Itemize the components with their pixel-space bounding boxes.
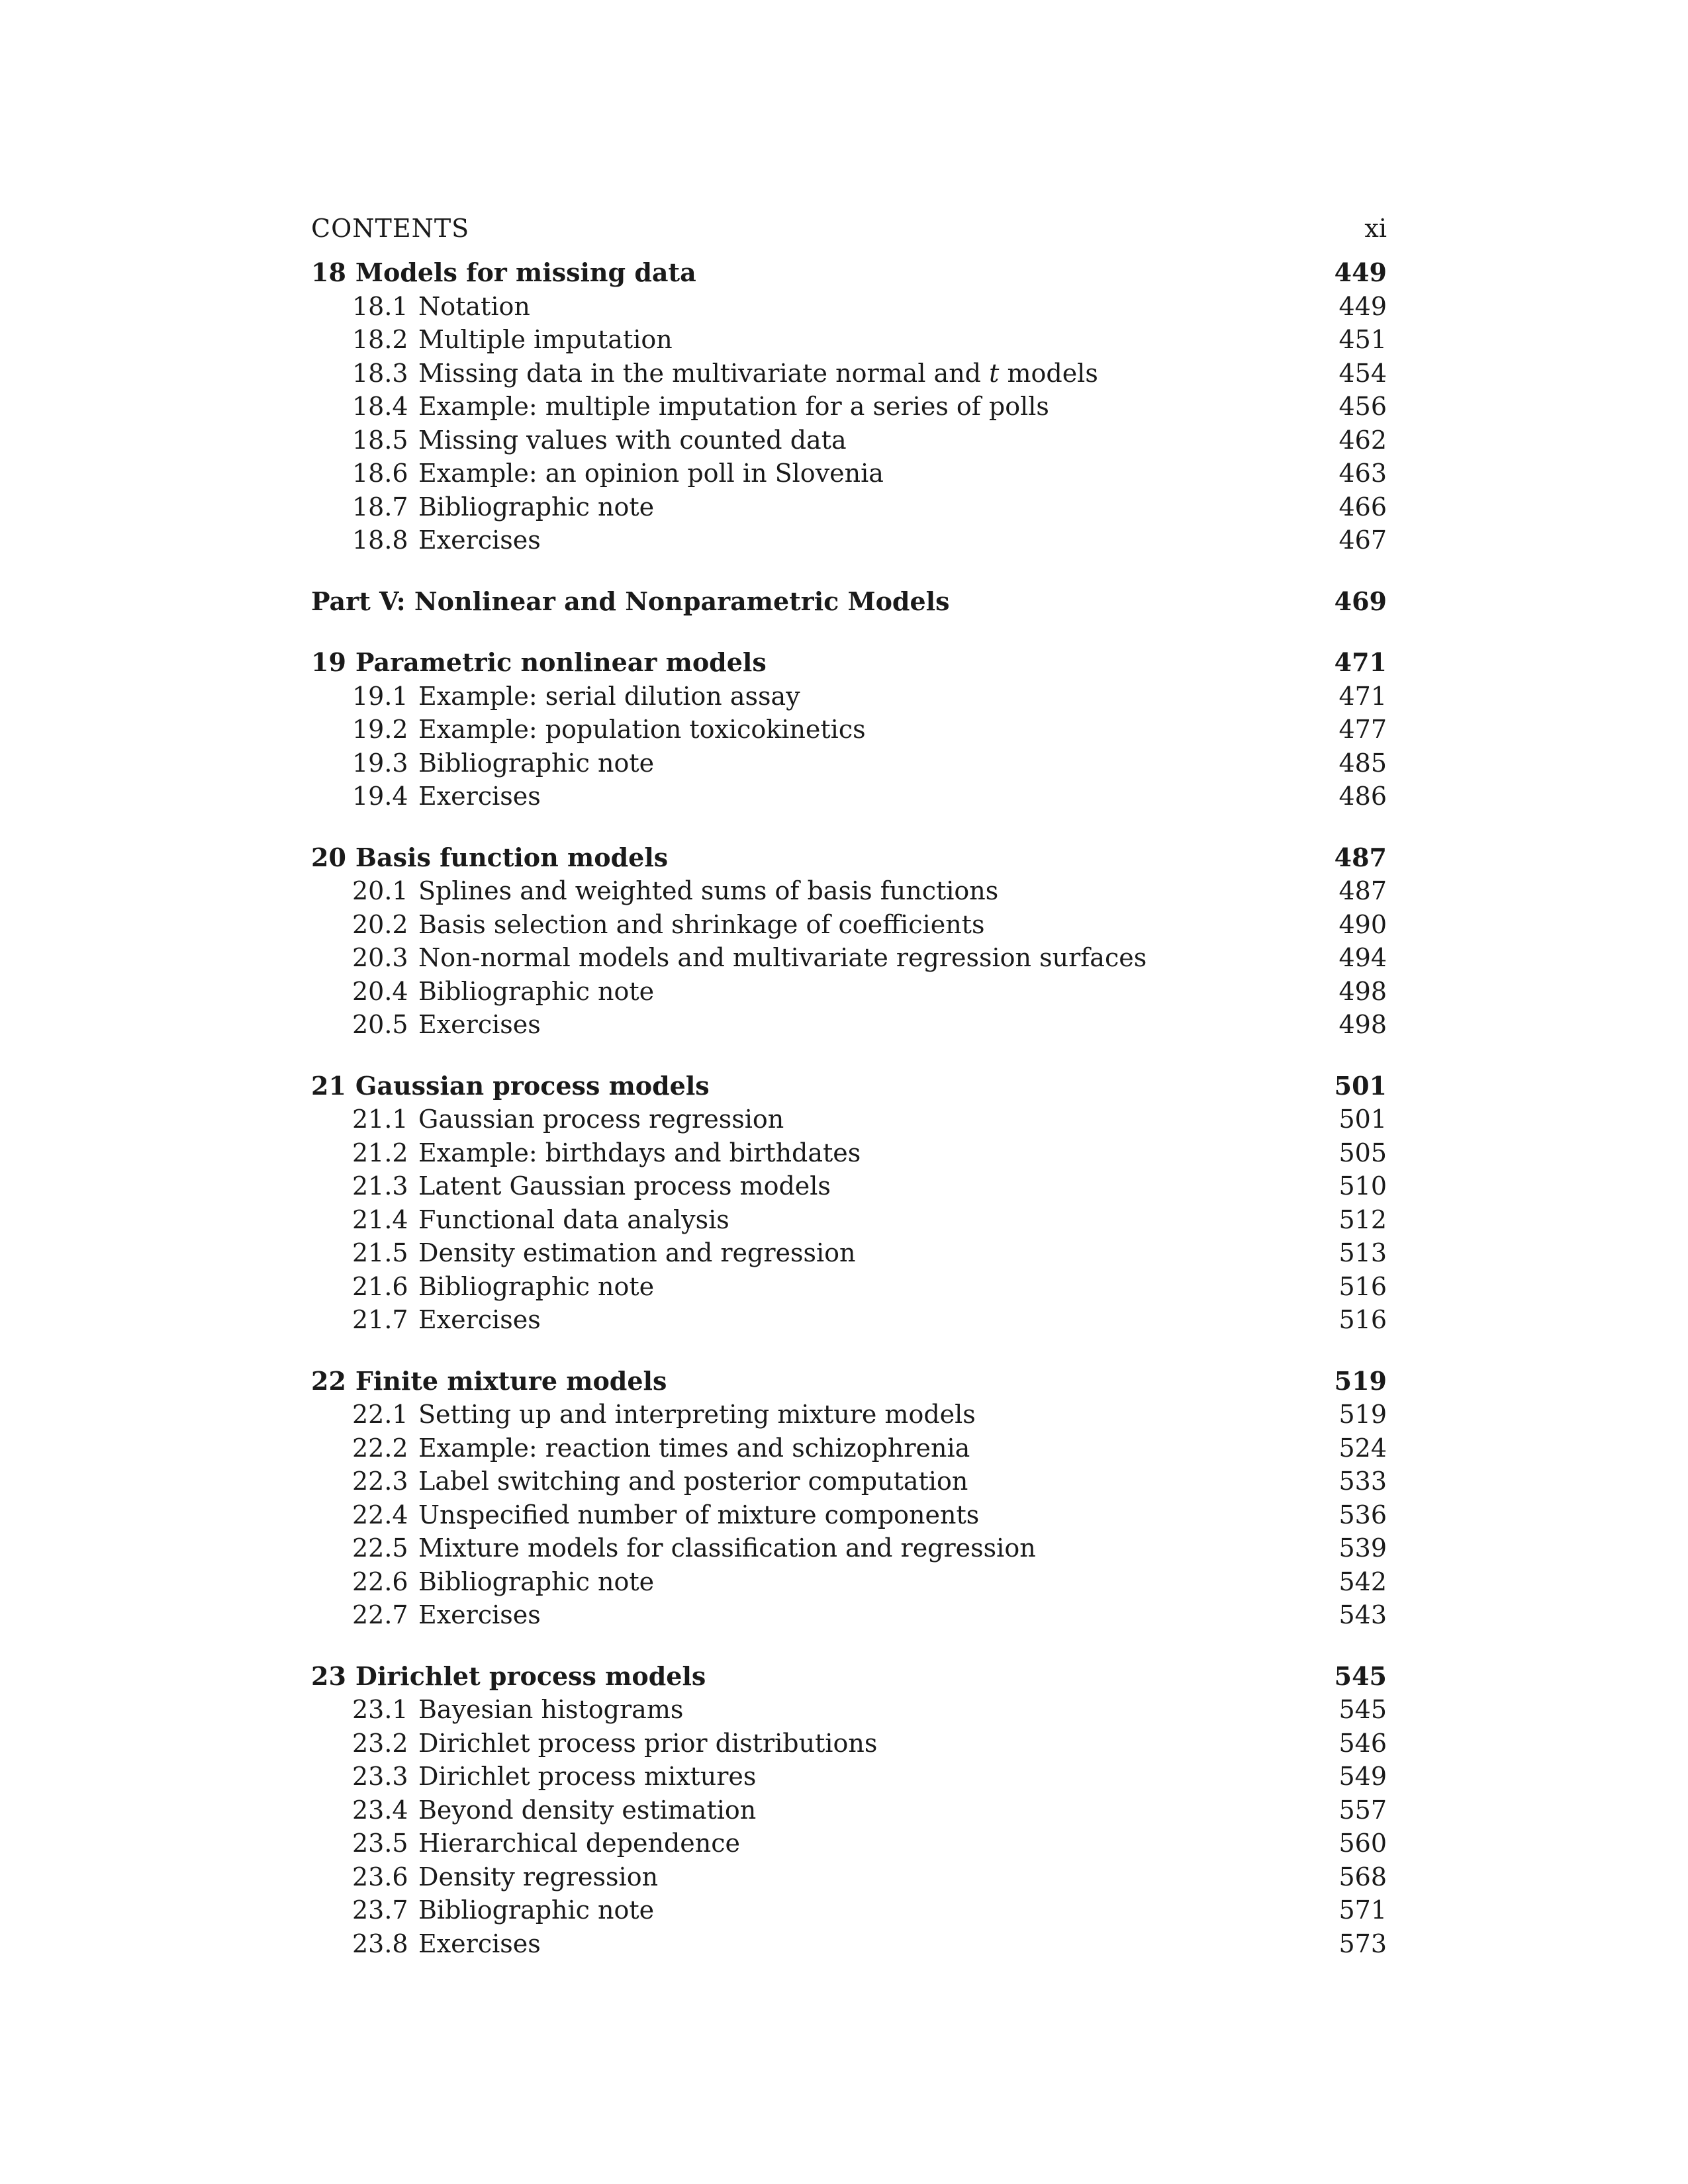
toc-entry-page: 543 <box>1338 1600 1387 1629</box>
toc-entry-page: 471 <box>1338 681 1387 711</box>
toc-section-entry[interactable] <box>311 1727 1387 1760</box>
toc-entry-title: Parametric nonlinear models <box>355 647 767 677</box>
toc-entry-page: 557 <box>1338 1795 1387 1825</box>
toc-entry-title: Bayesian histograms <box>418 1695 684 1724</box>
toc-section-entry[interactable] <box>311 941 1387 975</box>
toc-entry-page: 542 <box>1338 1567 1387 1596</box>
toc-entry-title: Density regression <box>418 1862 659 1891</box>
toc-entry-number: 23 <box>311 1661 346 1691</box>
toc-entry-label <box>311 646 767 680</box>
toc-entry-label <box>311 713 866 747</box>
toc-section-entry[interactable] <box>311 1169 1387 1203</box>
toc-entry-number: 22.4 <box>352 1500 408 1529</box>
toc-entry-page: 539 <box>1338 1533 1387 1563</box>
toc-entry-page: 505 <box>1338 1138 1387 1167</box>
section-gap <box>311 618 1387 646</box>
toc-entry-page: 571 <box>1338 1895 1387 1925</box>
toc-entry-title: Exercises <box>418 1305 541 1334</box>
toc-entry-number: 20.3 <box>352 943 408 972</box>
toc-section-entry[interactable] <box>311 780 1387 813</box>
toc-chapter-entry[interactable] <box>311 256 1387 290</box>
toc-entry-label <box>311 1531 1036 1565</box>
toc-entry-page: 501 <box>1338 1105 1387 1134</box>
toc-section-entry[interactable] <box>311 457 1387 490</box>
toc-section-entry[interactable] <box>311 323 1387 357</box>
toc-entry-title: Dirichlet process mixtures <box>418 1762 757 1791</box>
toc-entry-label <box>311 290 530 324</box>
toc-entry-label <box>311 1727 877 1760</box>
toc-entry-label <box>311 457 884 490</box>
toc-entry-page: 466 <box>1338 492 1387 522</box>
toc-entry-title: Example: population toxicokinetics <box>418 715 866 744</box>
toc-entry-page: 513 <box>1338 1238 1387 1267</box>
toc-section-entry[interactable] <box>311 1303 1387 1337</box>
toc-section-entry[interactable] <box>311 1693 1387 1727</box>
toc-entry-title: Dirichlet process models <box>355 1661 706 1691</box>
toc-entry-number: 23.1 <box>352 1695 408 1724</box>
toc-entry-label <box>311 1565 654 1599</box>
running-head <box>311 208 1387 248</box>
toc-entry-title: Example: an opinion poll in Slovenia <box>418 459 884 488</box>
section-gap <box>311 557 1387 585</box>
toc-entry-number: 20.2 <box>352 909 408 939</box>
toc-entry-number: 21.2 <box>352 1138 408 1167</box>
toc-section-entry[interactable] <box>311 1236 1387 1270</box>
toc-entry-number: 23.6 <box>352 1862 408 1891</box>
toc-entry-page: 449 <box>1334 257 1387 287</box>
toc-entry-number: 23.8 <box>352 1929 408 1958</box>
toc-entry-number: 19.2 <box>352 715 408 744</box>
toc-entry-title: Unspecified number of mixture components <box>418 1500 980 1529</box>
toc-entry-number: 18.1 <box>352 291 408 321</box>
section-gap <box>311 1632 1387 1660</box>
toc-section-entry[interactable] <box>311 523 1387 557</box>
section-gap <box>311 813 1387 841</box>
toc-entry-number: 18.7 <box>352 492 408 522</box>
toc-entry-title: Basis selection and shrinkage of coefficients <box>418 909 985 939</box>
toc-entry-page: 545 <box>1338 1695 1387 1724</box>
toc-entry-title: Example: multiple imputation for a series of polls <box>418 392 1049 421</box>
toc-entry-page: 477 <box>1338 715 1387 744</box>
toc-entry-page: 463 <box>1338 459 1387 488</box>
toc-entry-title: Part V: Nonlinear and Nonparametric Models <box>311 586 950 616</box>
toc-entry-number: 23.2 <box>352 1728 408 1758</box>
toc-entry-label <box>311 941 1147 975</box>
toc-chapter-entry[interactable] <box>311 1365 1387 1398</box>
toc-entry-label <box>311 1398 976 1432</box>
toc-entry-number: 21.5 <box>352 1238 408 1267</box>
toc-entry-number: 21.6 <box>352 1271 408 1301</box>
toc-entry-title: Example: birthdays and birthdates <box>418 1138 861 1167</box>
toc-entry-page: 536 <box>1338 1500 1387 1529</box>
toc-entry-label <box>311 1270 654 1304</box>
toc-entry-number: 20.4 <box>352 976 408 1006</box>
toc-entry-page: 462 <box>1338 425 1387 455</box>
toc-entry-number: 23.3 <box>352 1762 408 1791</box>
toc-entry-page: 568 <box>1338 1862 1387 1891</box>
toc-entry-page: 471 <box>1334 647 1387 677</box>
toc-entry-number: 23.7 <box>352 1895 408 1925</box>
toc-entry-page: 487 <box>1334 842 1387 872</box>
toc-entry-number: 22.6 <box>352 1567 408 1596</box>
toc-entry-label <box>311 1498 979 1532</box>
toc-entry-label <box>311 1660 706 1694</box>
toc-entry-title: Exercises <box>418 1010 541 1039</box>
toc-entry-page: 516 <box>1338 1305 1387 1334</box>
toc-section-entry[interactable] <box>311 1432 1387 1465</box>
toc-section-entry[interactable] <box>311 1008 1387 1042</box>
toc-entry-label <box>311 1203 729 1237</box>
toc-entry-label <box>311 780 541 813</box>
toc-entry-page: 494 <box>1338 943 1387 972</box>
toc-entry-page: 560 <box>1338 1829 1387 1858</box>
toc-entry-title: Exercises <box>418 525 541 555</box>
toc-entry-number: 23.4 <box>352 1795 408 1825</box>
toc-section-entry[interactable] <box>311 1465 1387 1498</box>
toc-entry-page: 519 <box>1334 1365 1387 1396</box>
toc-entry-title: Density estimation and regression <box>418 1238 856 1267</box>
toc-entry-page: 524 <box>1338 1433 1387 1463</box>
toc-entry-title: Bibliographic note <box>418 1567 655 1596</box>
toc-entry-title: Gaussian process models <box>355 1070 710 1101</box>
toc-section-entry[interactable] <box>311 1203 1387 1237</box>
toc-entry-number: 18.5 <box>352 425 408 455</box>
toc-entry-label <box>311 357 1098 390</box>
toc-entry-label <box>311 1598 541 1632</box>
toc-entry-number: 18.2 <box>352 325 408 354</box>
toc-entry-label <box>311 1008 541 1042</box>
toc-entry-number: 20.5 <box>352 1010 408 1039</box>
toc-section-entry[interactable] <box>311 1103 1387 1136</box>
toc-entry-label <box>311 490 654 524</box>
toc-entry-label <box>311 1693 683 1727</box>
toc-entry-page: 546 <box>1338 1728 1387 1758</box>
toc-section-entry[interactable] <box>311 1565 1387 1599</box>
toc-entry-title: Notation <box>418 291 530 321</box>
toc-entry-page: 490 <box>1338 909 1387 939</box>
toc-entry-title: Mixture models for classification and regression <box>418 1533 1036 1563</box>
toc-entry-number: 18.3 <box>352 358 408 388</box>
toc-entry-label <box>311 1860 658 1894</box>
toc-section-entry[interactable] <box>311 1398 1387 1432</box>
toc-section-entry[interactable] <box>311 713 1387 747</box>
toc-entry-title: Hierarchical dependence <box>418 1829 741 1858</box>
toc-entry-label <box>311 1169 831 1203</box>
toc-entry-number: 22.3 <box>352 1467 408 1496</box>
toc-section-entry[interactable] <box>311 1927 1387 1961</box>
toc-entry-title: Finite mixture models <box>355 1365 667 1396</box>
table-of-contents <box>311 256 1387 1960</box>
toc-entry-number: 19.4 <box>352 782 408 811</box>
toc-entry-label <box>311 1103 784 1136</box>
toc-entry-page: 498 <box>1338 1010 1387 1039</box>
toc-entry-number: 21.4 <box>352 1205 408 1234</box>
toc-entry-number: 18.6 <box>352 459 408 488</box>
toc-entry-label <box>311 256 696 290</box>
toc-entry-label <box>311 1760 756 1794</box>
toc-section-entry[interactable] <box>311 490 1387 524</box>
toc-section-entry[interactable] <box>311 1893 1387 1927</box>
toc-entry-page: 533 <box>1338 1467 1387 1496</box>
toc-entry-page: 545 <box>1334 1661 1387 1691</box>
toc-section-entry[interactable] <box>311 390 1387 424</box>
contents-page <box>311 208 1387 1960</box>
toc-entry-title: Gaussian process regression <box>418 1105 784 1134</box>
toc-section-entry[interactable] <box>311 874 1387 908</box>
toc-entry-number: 19 <box>311 647 346 677</box>
toc-entry-title: Bibliographic note <box>418 492 655 522</box>
toc-entry-label <box>311 908 984 942</box>
toc-entry-title: Missing data in the multivariate normal and t models <box>418 358 1098 388</box>
toc-entry-label <box>311 585 950 619</box>
toc-entry-page: 451 <box>1338 325 1387 354</box>
toc-entry-number: 21.3 <box>352 1171 408 1201</box>
toc-section-entry[interactable] <box>311 290 1387 324</box>
toc-entry-title: Dirichlet process prior distributions <box>418 1728 878 1758</box>
toc-entry-title: Bibliographic note <box>418 748 655 778</box>
toc-entry-label <box>311 747 654 780</box>
toc-entry-number: 18.8 <box>352 525 408 555</box>
toc-section-entry[interactable] <box>311 1136 1387 1170</box>
toc-entry-page: 449 <box>1338 291 1387 321</box>
toc-section-entry[interactable] <box>311 1794 1387 1827</box>
toc-entry-title: Example: reaction times and schizophrenia <box>418 1433 970 1463</box>
toc-entry-number: 18.4 <box>352 392 408 421</box>
toc-entry-label <box>311 424 847 457</box>
toc-section-entry[interactable] <box>311 747 1387 780</box>
toc-entry-label <box>311 1303 541 1337</box>
toc-entry-page: 467 <box>1338 525 1387 555</box>
toc-entry-label <box>311 1069 710 1103</box>
section-gap <box>311 1337 1387 1365</box>
toc-entry-label <box>311 975 654 1009</box>
toc-entry-title: Exercises <box>418 1929 541 1958</box>
toc-section-entry[interactable] <box>311 1827 1387 1860</box>
toc-entry-title: Example: serial dilution assay <box>418 681 800 711</box>
toc-entry-label <box>311 1136 861 1170</box>
toc-entry-title: Functional data analysis <box>418 1205 729 1234</box>
toc-section-entry[interactable] <box>311 975 1387 1009</box>
toc-entry-number: 21.7 <box>352 1305 408 1334</box>
toc-entry-title: Multiple imputation <box>418 325 673 354</box>
toc-entry-label <box>311 1465 968 1498</box>
page-number: xi <box>1364 214 1387 243</box>
toc-section-entry[interactable] <box>311 1531 1387 1565</box>
toc-entry-number: 19.1 <box>352 681 408 711</box>
toc-entry-page: 510 <box>1338 1171 1387 1201</box>
toc-entry-page: 549 <box>1338 1762 1387 1791</box>
toc-entry-title: Missing values with counted data <box>418 425 847 455</box>
running-head-title: CONTENTS <box>311 214 470 243</box>
toc-entry-label <box>311 1794 756 1827</box>
toc-entry-title: Exercises <box>418 782 541 811</box>
toc-entry-label <box>311 1827 740 1860</box>
toc-section-entry[interactable] <box>311 1270 1387 1304</box>
toc-entry-label <box>311 1927 541 1961</box>
toc-entry-page: 512 <box>1338 1205 1387 1234</box>
toc-section-entry[interactable] <box>311 1498 1387 1532</box>
toc-entry-page: 501 <box>1334 1070 1387 1101</box>
toc-section-entry[interactable] <box>311 680 1387 713</box>
toc-entry-page: 573 <box>1338 1929 1387 1958</box>
toc-entry-label <box>311 874 998 908</box>
toc-entry-page: 487 <box>1338 876 1387 905</box>
toc-entry-title: Basis function models <box>355 842 669 872</box>
toc-entry-number: 22.7 <box>352 1600 408 1629</box>
toc-entry-title: Bibliographic note <box>418 1895 655 1925</box>
toc-entry-title: Latent Gaussian process models <box>418 1171 831 1201</box>
toc-chapter-entry[interactable] <box>311 1069 1387 1103</box>
toc-entry-page: 486 <box>1338 782 1387 811</box>
toc-section-entry[interactable] <box>311 1860 1387 1894</box>
toc-entry-title: Setting up and interpreting mixture models <box>418 1400 976 1429</box>
toc-entry-label <box>311 323 673 357</box>
toc-entry-page: 498 <box>1338 976 1387 1006</box>
toc-entry-label <box>311 1893 654 1927</box>
section-gap <box>311 1042 1387 1069</box>
toc-entry-title: Bibliographic note <box>418 1271 655 1301</box>
toc-entry-title: Splines and weighted sums of basis functions <box>418 876 999 905</box>
toc-chapter-entry[interactable] <box>311 646 1387 680</box>
toc-entry-title: Models for missing data <box>355 257 696 287</box>
toc-entry-number: 21 <box>311 1070 346 1101</box>
toc-entry-title: Exercises <box>418 1600 541 1629</box>
toc-section-entry[interactable] <box>311 424 1387 457</box>
toc-entry-label <box>311 1432 970 1465</box>
toc-entry-number: 20 <box>311 842 346 872</box>
toc-entry-number: 22 <box>311 1365 346 1396</box>
toc-entry-page: 456 <box>1338 392 1387 421</box>
toc-section-entry[interactable] <box>311 1760 1387 1794</box>
toc-entry-label <box>311 680 800 713</box>
toc-section-entry[interactable] <box>311 357 1387 390</box>
toc-entry-label <box>311 1365 667 1398</box>
toc-chapter-entry[interactable] <box>311 1660 1387 1694</box>
toc-entry-title: Bibliographic note <box>418 976 655 1006</box>
toc-entry-page: 454 <box>1338 358 1387 388</box>
toc-entry-title: Label switching and posterior computation <box>418 1467 968 1496</box>
toc-entry-label <box>311 841 668 875</box>
toc-entry-number: 22.2 <box>352 1433 408 1463</box>
toc-entry-label <box>311 390 1049 424</box>
toc-entry-label <box>311 523 541 557</box>
toc-entry-number: 21.1 <box>352 1105 408 1134</box>
toc-entry-number: 20.1 <box>352 876 408 905</box>
toc-entry-number: 18 <box>311 257 346 287</box>
toc-section-entry[interactable] <box>311 908 1387 942</box>
toc-entry-number: 22.1 <box>352 1400 408 1429</box>
toc-entry-title: Beyond density estimation <box>418 1795 757 1825</box>
toc-entry-number: 22.5 <box>352 1533 408 1563</box>
toc-entry-number: 23.5 <box>352 1829 408 1858</box>
toc-entry-number: 19.3 <box>352 748 408 778</box>
toc-entry-page: 469 <box>1334 586 1387 616</box>
toc-entry-label <box>311 1236 856 1270</box>
toc-entry-page: 519 <box>1338 1400 1387 1429</box>
toc-entry-page: 485 <box>1338 748 1387 778</box>
toc-section-entry[interactable] <box>311 1598 1387 1632</box>
toc-entry-page: 516 <box>1338 1271 1387 1301</box>
toc-part-entry[interactable] <box>311 585 1387 619</box>
toc-chapter-entry[interactable] <box>311 841 1387 875</box>
toc-entry-title: Non-normal models and multivariate regression surfaces <box>418 943 1147 972</box>
